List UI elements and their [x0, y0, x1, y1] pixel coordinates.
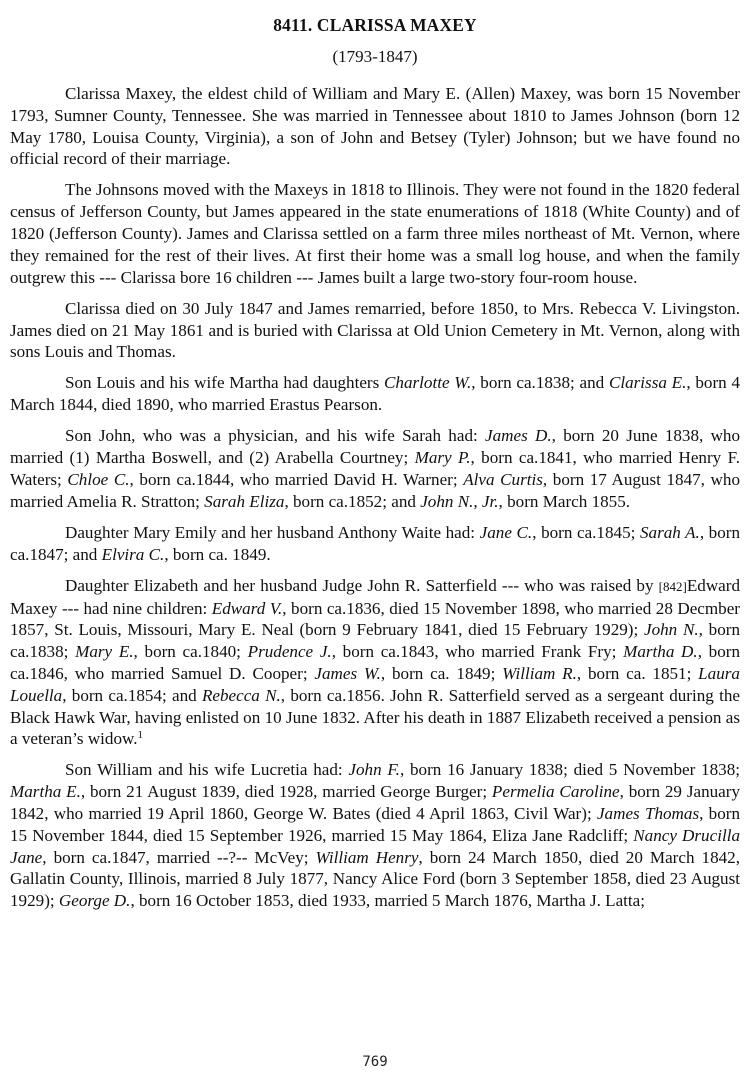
text-segment: , born 16 October 1853, died 1933, married 5 March 1876, Martha J. Latta;: [130, 891, 646, 911]
italic-name: Clarissa E.: [608, 373, 687, 393]
text-segment: , born ca.1854; and: [62, 685, 202, 705]
text-segment: , born ca.1856. John R. Satterfield served as a sergeant during the Black Hawk War, having enlisted on 10 June 1832. After his death in 1887 Elizabeth received a pension as a veteran’s widow.: [10, 685, 740, 749]
italic-name: William Henry: [315, 847, 419, 867]
text-segment: , born ca.1846, who married Samuel D. Cooper;: [10, 642, 740, 683]
document-page: [10, 14, 740, 921]
text-segment: , born ca.1841, who married Henry F. Waters;: [10, 448, 740, 489]
italic-name: James D.: [485, 426, 552, 446]
italic-name: George D.: [58, 891, 131, 911]
text-segment: Son Louis and his wife Martha had daughters: [65, 373, 385, 393]
text-segment: The Johnsons moved with the Maxeys in 1818 to Illinois. They were not found in the 1820 federal census of Jefferson County, but James appeared in the state enumerations of 1818 (White County) and of 1820 (Jefferson County). James and Clarissa settled on a farm three miles northeast of Mt. Vernon, where they remained for the rest of their lives. At first their home was a small log house, and when the family outgrew this --- Clarissa bore 16 children --- James built a large two-story four-room house.: [10, 180, 740, 287]
text-segment: , born ca.1838;: [10, 620, 740, 662]
text-segment: , born ca.1840;: [133, 642, 248, 662]
paragraph: [10, 179, 740, 288]
italic-name: John F.: [348, 760, 400, 780]
text-segment: , born 15 November 1844, died 15 September 1926, married 15 May 1864, Eliza Jane Radcliff;: [10, 803, 740, 845]
text-segment: , born 20 June 1838, who married (1) Martha Boswell, and (2) Arabella Courtney;: [10, 426, 741, 468]
paragraph: [10, 522, 740, 566]
text-segment: , born ca. 1849.: [164, 544, 271, 564]
italic-name: Sarah Eliza: [204, 491, 285, 511]
italic-name: Permelia Caroline: [491, 782, 620, 802]
text-segment: Edward Maxey --- had nine children:: [10, 575, 740, 618]
italic-name: Charlotte W.: [384, 373, 472, 393]
paragraph: [10, 759, 740, 912]
text-segment: , born ca.1844, who married David H. Warner;: [129, 469, 464, 489]
italic-name: Prudence J.: [247, 642, 332, 662]
text-segment: , born ca.1847; and: [10, 522, 741, 564]
text-segment: , born ca.1836, died 15 November 1898, who married 28 Decmber 1857, St. Louis, Missouri, Mary E. Neal (born 9 February 1841, died 15 February 1929);: [10, 598, 740, 640]
page-title: 8411. CLARISSA MAXEY: [273, 15, 477, 35]
italic-name: James W.: [314, 663, 381, 683]
text-segment: , born March 1855.: [498, 491, 631, 511]
text-segment: , born ca.1847, married --?-- McVey;: [42, 847, 316, 867]
text-segment: , born ca. 1851;: [576, 663, 699, 683]
italic-name: James Thomas: [596, 803, 700, 823]
text-segment: Clarissa died on 30 July 1847 and James remarried, before 1850, to Mrs. Rebecca V. Livingston. James died on 21 May 1861 and is buried with Clarissa at Old Union Cemetery in Mt. Vernon, along with sons Louis and Thomas.: [10, 298, 740, 362]
text-segment: , born ca.1852; and: [284, 491, 421, 511]
text-segment: Son William and his wife Lucretia had:: [65, 760, 349, 780]
life-dates: (1793-1847): [332, 47, 418, 66]
italic-name: Rebecca N.: [201, 685, 281, 705]
page-number: 769: [362, 1054, 388, 1070]
italic-name: Alva Curtis: [463, 469, 543, 489]
text-segment: Clarissa Maxey, the eldest child of William and Mary E. (Allen) Maxey, was born 15 November 1793, Sumner County, Tennessee. She was married in Tennessee about 1810 to James Johnson (born 12 May 1780, Louisa County, Virginia), a son of John and Betsey (Tyler) Johnson; but we have found no official record of their marriage.: [10, 84, 740, 169]
text-segment: , born 16 January 1838; died 5 November 1838;: [399, 760, 740, 780]
italic-name: Jane C.: [479, 522, 533, 542]
text-segment: , born ca.1838; and: [471, 373, 609, 393]
body-text: [10, 83, 740, 912]
footnote-marker: 1: [137, 729, 144, 742]
paragraph: [10, 298, 740, 363]
text-segment: , born ca. 1849;: [380, 663, 503, 683]
text-segment: Son John, who was a physician, and his wife Sarah had:: [65, 426, 486, 446]
text-segment: Daughter Mary Emily and her husband Anthony Waite had:: [65, 522, 480, 542]
italic-name: Sarah A.: [639, 522, 700, 542]
text-segment: , born 29 January 1842, who married 19 April 1860, George W. Bates (died 4 April 1863, Civil War);: [10, 782, 740, 823]
paragraph: [10, 372, 740, 416]
italic-name: William R.: [502, 663, 577, 683]
text-segment: Daughter Elizabeth and her husband Judge John R. Satterfield --- who was raised by: [65, 575, 659, 595]
text-segment: , born ca.1843, who married Frank Fry;: [331, 642, 624, 662]
italic-name: Martha E.: [10, 782, 81, 802]
text-segment: , born 24 March 1850, died 20 March 1842, Gallatin County, Illinois, married 8 July 1877, Nancy Alice Ford (born 3 September 1858, died 23 August 1929);: [10, 847, 740, 911]
italic-name: John N.: [643, 620, 699, 640]
italic-name: Nancy Drucilla Jane: [10, 825, 740, 867]
italic-name: Mary P.: [414, 448, 471, 468]
paragraph: [10, 83, 740, 170]
italic-name: Mary E.: [75, 642, 134, 662]
cross-reference: [842]: [658, 578, 687, 594]
italic-name: Laura Louella: [10, 663, 740, 705]
paragraph: [10, 575, 740, 750]
italic-name: Edward V.: [211, 598, 283, 618]
italic-name: Martha D.: [623, 642, 698, 662]
italic-name: Chloe C.: [67, 469, 130, 489]
text-segment: , born 17 August 1847, who married Amelia R. Stratton;: [10, 469, 740, 511]
text-segment: , born 4 March 1844, died 1890, who married Erastus Pearson.: [10, 373, 741, 415]
text-segment: , born 21 August 1839, died 1928, married George Burger;: [80, 782, 492, 802]
text-segment: , born ca.1845;: [532, 522, 640, 542]
italic-name: John N., Jr.: [420, 491, 499, 511]
paragraph: [10, 425, 740, 512]
italic-name: Elvira C.: [101, 544, 165, 564]
